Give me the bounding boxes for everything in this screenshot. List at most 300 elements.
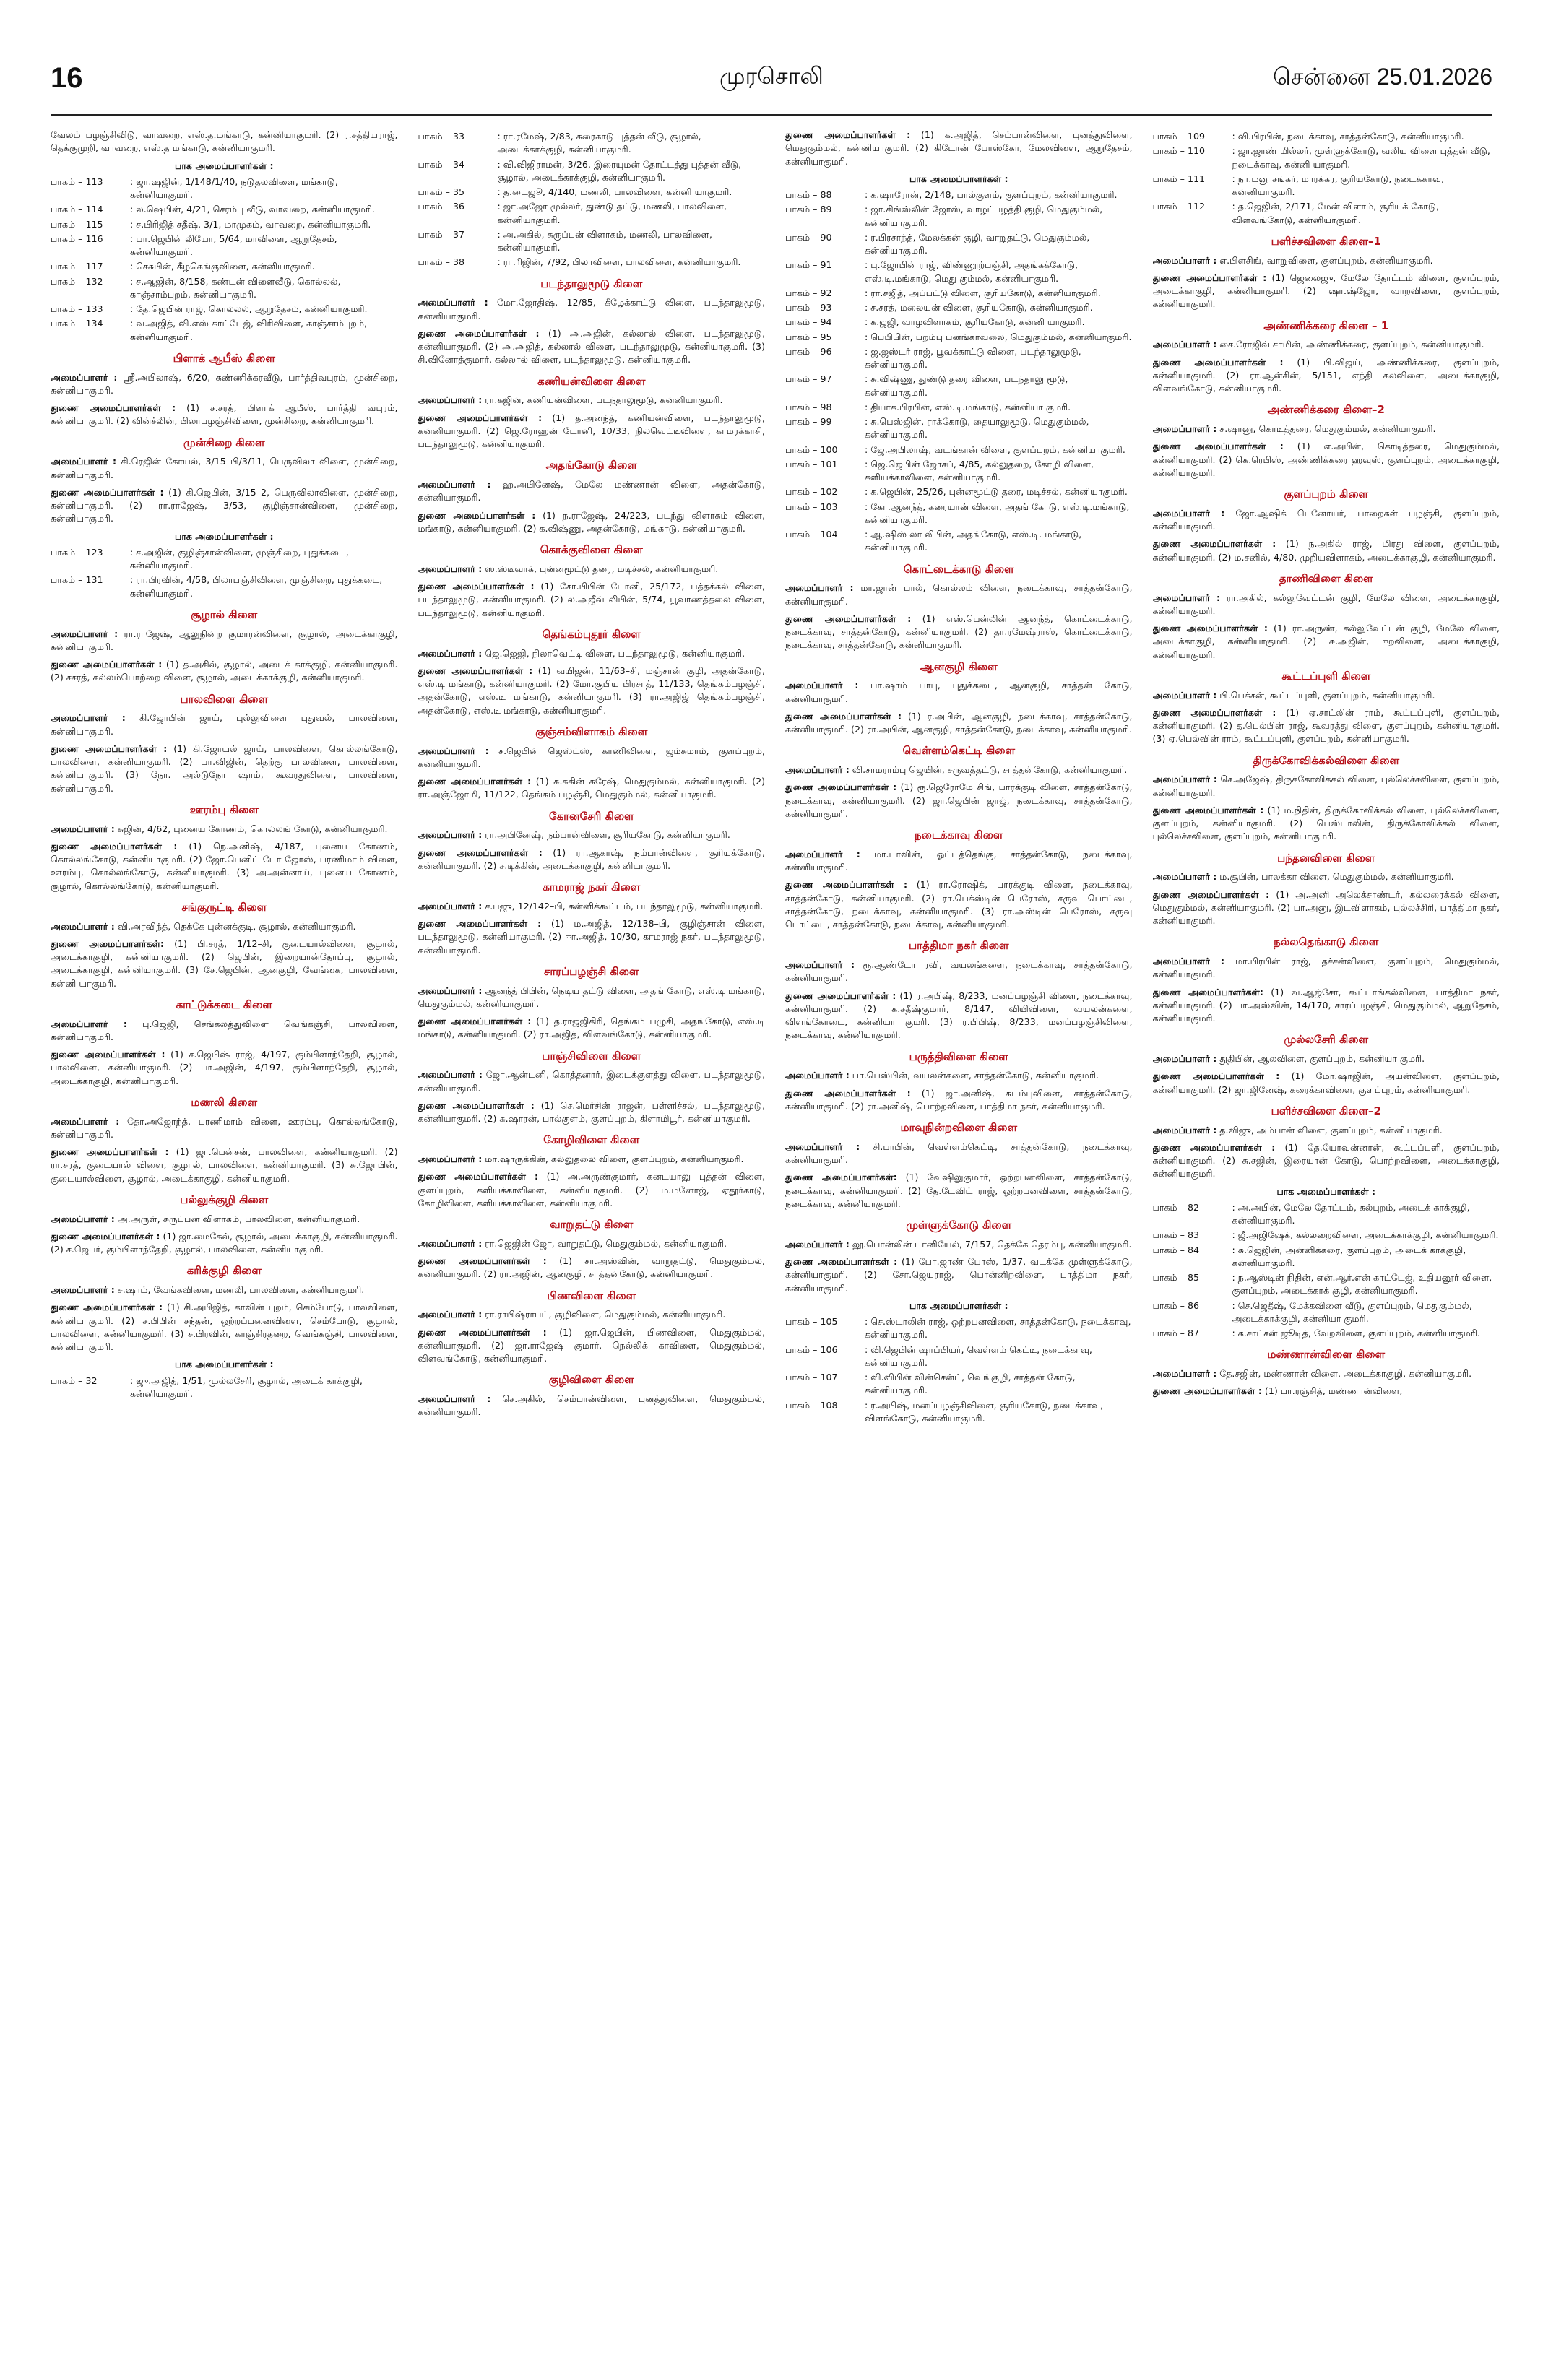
booth-row	[51, 303, 398, 316]
role-label: அமைப்பாளர் :	[418, 1154, 483, 1164]
article-columns	[51, 129, 1500, 2366]
entry-text: (1) ஜா.மைகேல், சூழால், அடைக்காகுழி, கன்னியாகுமரி. (2) ச.ஜெபர், கும்பிளாந்தேறி, சூழால், பாலவிளை, கன்னியாகுமரி.	[51, 1230, 398, 1255]
booth-number: பாகம் – 99	[785, 416, 832, 427]
booth-row	[51, 574, 398, 600]
booth-number: பாகம் – 91	[785, 259, 832, 271]
booth-number: பாகம் – 109	[1152, 131, 1205, 142]
entry-text: (1) வயிஜன், 11/63–சி, மஞ்சான் குழி, அதன்கோடு, எஸ்.டி மங்காடு, கன்னியாகுமரி. (2) மோ.சூபிய பிரசாத், 11/133, தெங்கம்பழஞ்சி, அதன்கோடு, எஸ்.டி மங்காடு, கன்னியாகுமரி. (3) ரா.அஜிஜ் தெங்கம்பழஞ்சி, அதன்கோடு, எஸ்.டி மங்காடு, கன்னியாகுமரி.	[418, 665, 765, 716]
role-label: துணை அமைப்பாளர்கள் :	[418, 1326, 547, 1338]
role-label: துணை அமைப்பாளர்கள்:	[785, 1172, 897, 1183]
office-bearer-entry	[1153, 773, 1500, 800]
role-label: துணை அமைப்பாளர்கள் :	[418, 1171, 539, 1182]
entry-text: செ.அஜேஷ், திருக்கோவிக்கல் விளை, புல்லெச்சவிளை, குளப்புறம், கன்னியாகுமரி.	[1152, 774, 1500, 798]
booth-number: பாகம் – 87	[1152, 1328, 1199, 1338]
booth-row	[418, 130, 766, 157]
office-bearer-entry	[51, 1115, 398, 1142]
office-bearer-entry	[51, 129, 398, 155]
booth-row	[785, 301, 1133, 314]
branch-heading: பிளாக் ஆபீஸ் கிளை	[173, 351, 275, 365]
role-label: அமைப்பாளர் :	[1152, 423, 1217, 434]
booth-row	[51, 176, 398, 202]
booth-organizer: : செ.ஜெதீஷ், மேக்கவிளை வீடு, குளப்புறம், மெதுகும்மல், அடைக்காக்குழி, கன்னியா குமரி.	[1232, 1299, 1472, 1324]
booth-organizer: : பு.ஜோபின் ராஜ், விண்ணூற்பஞ்சி, அதங்கக்கோடு, எஸ்.டி.மங்காடு, மெது கும்மல், கன்னியாகுமரி.	[865, 259, 1079, 284]
entry-text: (1) கி.ஜோயல் ஜாய், பாலவிளை, கொல்லங்கோடு, பாலவிளை, கன்னியாகுமரி. (2) பா.விஜின், தெற்கு பாலவிளை, பாலவிளை, கன்னியாகுமரி. (3) நோ. அல்டுநோ ஷாம், கூவரதுவிளை, பாலவிளை, கன்னியாகுமரி.	[51, 743, 398, 794]
office-bearer-entry	[1153, 1367, 1500, 1380]
branch-heading: ஊரம்பு கிளை	[189, 802, 259, 816]
booth-number: பாகம் – 88	[785, 189, 832, 200]
entry-text: ரா.ஜெஜின் ஜோ, வாறுதட்டு, மெதுகும்மல், கன்னியாகுமரி.	[485, 1237, 727, 1249]
entry-text: ரூ.ஆண்டோ ரவி, வயலங்களை, நடைக்காவு, சாத்தன்கோடு, கன்னியாகுமரி.	[785, 959, 1133, 984]
entry-text: (1) அ.அஜின், கல்லால் விளை, படந்தாலுமூடு, கன்னியாகுமரி. (2) அ.அஜித், கல்லால் விளை, படந்தாலுமூடு, கன்னியாகுமரி. (3) சி.வினோத்குமார், கல்லால் விளை, படந்தாலுமூடு, கன்னியாகுமரி.	[418, 327, 765, 365]
branch-heading: மண்ணான்விளை கிளை	[1267, 1348, 1386, 1362]
role-label: துணை அமைப்பாளர்கள் :	[1152, 888, 1270, 900]
booth-organizer: : ரா.ரமேஷ், 2/83, கரைகாடு புத்தன் வீடு, சூழால், அடைக்காக்குழி, கன்னியாகுமரி.	[497, 131, 701, 155]
booth-number: பாகம் – 100	[785, 443, 838, 455]
booth-row	[1153, 144, 1500, 171]
role-label: துணை அமைப்பாளர்கள் :	[51, 1302, 163, 1313]
office-bearer-entry	[51, 1213, 398, 1226]
booth-number: பாகம் – 85	[1152, 1272, 1199, 1283]
office-bearer-entry	[1153, 622, 1500, 662]
role-label: அமைப்பாளர் :	[785, 959, 855, 970]
booth-row	[785, 1343, 1133, 1370]
branch-section	[1153, 1104, 1500, 1341]
branch-section	[418, 627, 766, 717]
booth-organizer: : பா.ஜெபின் லியோ, 5/64, மாவிளை, ஆறுதேசம், கன்னியாகுமரி.	[130, 233, 337, 257]
office-bearer-entry	[51, 938, 398, 990]
booth-list	[418, 130, 766, 269]
entry-text: ஹ.அபினேஷ், மேலே மண்ணான் விளை, அதன்கோடு, கன்னியாகுமரி.	[418, 479, 765, 503]
booth-organizer: : ஜு.அஜித், 1/51, முல்லசேரி, சூழால், அடைக் காக்குழி, கன்னியாகுமரி.	[130, 1375, 363, 1399]
entry-text: (1) த.ராஜஜிகிரி, தெங்கம் பழுசி, அதங்கோடு, எஸ்.டி மங்காடு, கன்னியாகுமரி. (2) ரா.அஜித், விளவங்கோடு, கன்னியாகுமரி.	[418, 1016, 765, 1040]
booth-organizer: : ஜா.ஷஜின், 1/148/1/40, நடுதலவிளை, மங்காடு, கன்னியாகுமரி.	[130, 176, 338, 200]
entry-text: வேலம் பழஞ்சிவிடு, வாவறை, எஸ்.த.மங்காடு, கன்னியாகுமரி. (2) ர.சத்தியராஜ், தெக்குமுறி, வாவறை, எஸ்.த மங்காடு, கன்னியாகுமரி.	[51, 129, 398, 154]
office-bearer-entry	[785, 781, 1133, 821]
entry-text: (1) ஜா.பென்சன், பாலவிளை, கன்னியாகுமரி. (2) ரா.சரத், குடையால் விளை, சூழால், பாலவிளை, கன்னியாகுமரி. (3) சு.ஜோபின், குடையால்விளை, சூழால், அடைக்காகுழி, கன்னியாகுமரி.	[51, 1146, 398, 1184]
branch-heading: பிணவிளை கிளை	[547, 1289, 636, 1302]
entry-text: (1) ர.அபிஷ், 8/233, மனப்பழஞ்சி விளை, நடைக்காவு, கன்னியாகுமரி. (2) க.சதீஷ்குமார், 8/147, வியிவிளை, வயலன்களை, விளங்கோடை, கன்னியா குமரி. (3) ர.பிபிஷ், 8/233, மனப்பழஞ்சிவிளை, நடைக்காவு, கன்னியாகுமரி.	[785, 990, 1133, 1041]
entry-text: (1) ச.சரத், பிளாக் ஆபீஸ், பார்த்தி வபுரம், கன்னியாகுமரி. (2) வின்ச்லின், பிலாபழஞ்சிவிளை, முன்சிறை, கன்னியாகுமரி.	[51, 402, 398, 427]
role-label: அமைப்பாளர் :	[1152, 1124, 1217, 1135]
booth-row	[418, 158, 766, 185]
branch-heading: வெள்ளம்கெட்டி கிளை	[902, 744, 1016, 758]
role-label: அமைப்பாளர் :	[1152, 339, 1217, 350]
entry-text: (1) ரா.ஆகாஷ், நம்பான்விளை, சூரியக்கோடு, கன்னியாகுமரி. (2) ச.டிக்கின், அடைக்காகுழி, கன்னியாகுமரி.	[418, 847, 765, 871]
office-bearer-entry	[1153, 1385, 1500, 1398]
booth-number: பாகம் – 97	[785, 373, 832, 385]
role-label: துணை அமைப்பாளர்கள் :	[418, 412, 543, 423]
booth-row	[785, 501, 1133, 527]
office-bearer-entry	[418, 1308, 766, 1321]
branch-section	[785, 1050, 1133, 1114]
booth-organizer: : ஜே.அபிலாஷ், வடங்கான் விளை, குளப்புறம், கன்னியாகுமரி.	[865, 443, 1125, 455]
role-label: அமைப்பாளர் :	[418, 829, 483, 841]
branch-heading: காட்டுக்கடை கிளை	[176, 998, 272, 1011]
entry-text: (1) பி.விஜய், அண்ணிக்கரை, குளப்புறம், கன்னியாகுமரி. (2) ரா.ஆன்சின், 5/151, எந்தி கலவிளை, அடைக்காகுழி, விளவங்கோடு, கன்னியாகுமரி.	[1152, 356, 1500, 394]
branch-section	[418, 130, 766, 269]
role-label: துணை அமைப்பாளர்கள் :	[51, 840, 178, 852]
booth-row	[1153, 1327, 1500, 1340]
branch-section	[1153, 1347, 1500, 1398]
booth-number: பாகம் – 83	[1152, 1229, 1199, 1241]
branch-heading: அதங்கோடு கிளை	[545, 459, 637, 472]
entry-text: (1) சு.சுகின் சுரேஷ், மெதுகும்மல், கன்னியாகுமரி. (2) ரா.அஞ்ஜோமி, 11/122, தெங்கம் பழஞ்சி, மெதுகும்மல், கன்னியாகுமரி.	[418, 776, 765, 800]
booth-organizer: : ஜா.கிங்ஸ்லின் ஜோஸ், வாழப்பழத்தி குழி, மெதுகும்மல், கன்னியாகுமரி.	[865, 204, 1103, 228]
role-label: அமைப்பாளர் :	[785, 1141, 860, 1152]
booth-row	[51, 1375, 398, 1401]
booth-number: பாகம் – 107	[785, 1372, 838, 1382]
booth-row	[1153, 130, 1500, 143]
booth-row	[785, 287, 1133, 300]
office-bearer-entry	[51, 628, 398, 654]
booth-organizer: : ச.சரத், மலையன் விளை, சூரியகோடு, கன்னியாகுமரி.	[865, 302, 1093, 313]
booth-row	[785, 528, 1133, 555]
role-label: அமைப்பாளர் :	[418, 647, 483, 659]
role-label: துணை அமைப்பாளர்கள் :	[1152, 538, 1276, 550]
office-bearer-entry	[418, 1170, 766, 1210]
entry-text: பி.பெக்சன், கூட்டப்புளி, குளப்புறம், கன்னியாகுமரி.	[1219, 689, 1435, 701]
booth-organizer: : ல.ஷெபின், 4/21, செரம்பு வீடு, வாவறை, கன்னியாகுமரி.	[130, 204, 375, 215]
booth-number: பாகம் – 132	[51, 275, 103, 287]
role-label: அமைப்பாளர் :	[51, 920, 115, 932]
role-label: துணை அமைப்பாளர்கள் :	[418, 509, 536, 521]
office-bearer-entry	[51, 743, 398, 795]
booth-subheading: பாக அமைப்பாளர்கள் :	[909, 1299, 1008, 1311]
entry-text: கி.ஜோபின் ஜாய், புல்லுவிளை புதுவல், பாலவிளை, கன்னியாகுமரி.	[51, 712, 398, 737]
entry-text: ச.ஜெபின் ஜெஸ்ட்ஸ், காணிவிளை, ஜம்சுமாம், குளப்புறம், கன்னியாகுமரி.	[418, 745, 765, 769]
booth-row	[418, 186, 766, 199]
office-bearer-entry	[1153, 440, 1500, 480]
entry-text: ஜோ.ஆஷிக் பெனோயர், பாறைகள் பழஞ்சி, குளப்புறம், கன்னியாகுமரி.	[1152, 507, 1500, 532]
entry-text: ச.ஷாம், வேங்கவிளை, மணலி, பாலவிளை, கன்னியாகுமரி.	[117, 1284, 365, 1295]
role-label: துணை அமைப்பாளர்கள் :	[1152, 706, 1276, 718]
entry-text: ரா.அகில், கல்லுவேட்டன் குழி, மேலே விளை, அடைக்காகுழி, கன்னியாகுமரி.	[1152, 592, 1500, 616]
role-label: துணை அமைப்பாளர்கள் :	[418, 918, 542, 929]
role-label: அமைப்பாளர் :	[418, 563, 483, 574]
entry-text: பு.ஜெஜி, செங்கலத்துவிளை வெங்கஞ்சி, பாலவிளை, கன்னியாகுமரி.	[51, 1018, 398, 1042]
booth-row	[418, 256, 766, 269]
booth-organizer: : சு.விஷ்ணு, துண்டு தரை விளை, படந்தாலு மூடு, கன்னியாகுமரி.	[865, 373, 1068, 398]
booth-organizer: : த.டைஜூ, 4/140, மணலி, பாலவிளை, கன்னி யாகுமரி.	[497, 186, 732, 197]
office-bearer-entry	[418, 327, 766, 367]
office-bearer-entry	[1153, 689, 1500, 702]
role-label: அமைப்பாளர் :	[51, 1284, 115, 1295]
office-bearer-entry	[51, 823, 398, 836]
office-bearer-entry	[1153, 1124, 1500, 1137]
booth-list	[51, 546, 398, 600]
office-bearer-entry	[785, 990, 1133, 1042]
role-label: அமைப்பாளர் :	[418, 394, 483, 406]
entry-text: (1) ரூ.ஜெரோமே சிங், பாரக்குடி விளை, சாத்தன்கோடு, நடைக்காவு, கன்னியாகுமரி. (2) ஜா.ஜெபின் ஜாஜ், நடைக்காவு, சாத்தன்கோடு, கன்னியாகுமரி.	[785, 782, 1133, 819]
entry-text: பா.ஷாம் பாபு, புதுக்கடை, ஆனகுழி, சாத்தன் கோடு, கன்னியாகுமரி.	[785, 680, 1133, 704]
branch-heading: கூட்டப்புளி கிளை	[1281, 669, 1371, 683]
entry-text: (1) க.அஜித், செம்பான்விளை, புனத்துவிளை, மெதுகும்மல், கன்னியாகுமரி. (2) கிடோன் போஸ்கோ, மேலவிளை, ஆறுதேசம், கன்னியாகுமரி.	[785, 129, 1133, 167]
role-label: அமைப்பாளர் :	[785, 764, 850, 775]
booth-number: பாகம் – 134	[51, 318, 103, 329]
entry-text: ச.பஜு, 12/142–பி, கன்னிக்கூட்டம், படந்தாலுமூடு, கன்னியாகுமரி.	[485, 900, 764, 912]
entry-text: (1) மோ.ஷாஜின், அயன்விளை, குளப்புறம், கன்னியாகுமரி. (2) ஜா.ஜினேஷ், கரைக்காவிளை, குளப்புறம், கன்னியாகுமரி.	[1152, 1070, 1500, 1095]
office-bearer-entry	[1153, 804, 1500, 844]
role-label: துணை அமைப்பாளர்கள் :	[418, 665, 533, 676]
branch-heading: பாஞ்சிவிளை கிளை	[542, 1049, 641, 1063]
role-label: அமைப்பாளர் :	[418, 479, 491, 490]
branch-heading: முல்லசேரி கிளை	[1284, 1033, 1369, 1047]
branch-heading: படந்தாலுமூடு கிளை	[540, 277, 643, 290]
booth-organizer: : க.சாட்சன் ஜூடித், வேறவிளை, குளப்புறம், கன்னியாகுமரி.	[1232, 1328, 1480, 1338]
office-bearer-entry	[1153, 706, 1500, 746]
branch-heading: மணலி கிளை	[191, 1095, 258, 1109]
office-bearer-entry	[785, 848, 1133, 875]
branch-heading: நல்லதெங்காடு கிளை	[1274, 935, 1379, 949]
role-label: துணை அமைப்பாளர்கள் :	[51, 659, 163, 670]
role-label: துணை அமைப்பாளர்கள் :	[785, 782, 897, 793]
booth-number: பாகம் – 108	[785, 1399, 838, 1411]
office-bearer-entry	[418, 647, 766, 660]
booth-organizer: : வி.விபின் வின்சென்ட், வெங்குழி, சாத்தன் கோடு, கன்னியாகுமரி.	[865, 1372, 1076, 1396]
office-bearer-entry	[51, 1284, 398, 1297]
office-bearer-entry	[418, 1099, 766, 1126]
booth-organizer: : அ.அபின், மேலே தோட்டம், கல்புறம், அடைக் காக்குழி, கன்னியாகுமரி.	[1232, 1201, 1470, 1226]
booth-organizer: : ரா.சஜித், அப்பட்டு விளை, சூரியகோடு, கன்னியாகுமரி.	[865, 287, 1101, 298]
entry-text: ச.ஷானு, கொடித்தரை, மெதுகும்மல், கன்னியாகுமரி.	[1219, 423, 1436, 434]
branch-section	[1153, 234, 1500, 311]
booth-row	[785, 415, 1133, 442]
branch-heading: சூழால் கிளை	[191, 607, 258, 621]
branch-section	[418, 458, 766, 535]
office-bearer-entry	[785, 613, 1133, 652]
role-label: துணை அமைப்பாளர்கள் :	[418, 1016, 532, 1026]
entry-text: லூ.பொன்லின் டானியேல், 7/157, தெக்கே தெரம்பு, கன்னியாகுமரி.	[852, 1238, 1132, 1250]
office-bearer-entry	[785, 1141, 1133, 1167]
branch-heading: அண்ணிக்கரை கிளை – 1	[1263, 319, 1389, 332]
office-bearer-entry	[51, 402, 398, 428]
booth-number: பாகம் – 86	[1152, 1299, 1199, 1311]
office-bearer-entry	[51, 1301, 398, 1354]
entry-text: (1) பி.சரத், 1/12–சி, குடையால்விளை, சூழால், அடைக்காகுழி, கன்னியாகுமரி. (2) ஜெபின், இறையான்தோப்பு, சூழால், அடைக்காகுழி, கன்னியாகுமரி. (3) சே.ஜெபின், ஆனகுழி, வேங்கை, பாலவிளை, கன்னி யாகுமரி.	[51, 938, 398, 989]
entry-text: (1) ஜெலைஜு, மேலே தோட்டம் விளை, குளப்புறம், அடைக்காகுழி, கன்னியாகுமரி. (2) ஷா.ஷ்ஜோ, வாறவிளை, குளப்புறம், கன்னியாகுமரி.	[1152, 272, 1500, 310]
booth-organizer: : ஜ.ஜஸ்டர் ராஜ், பூவக்காட்டு விளை, படந்தாலுமூடு, கன்னியாகுமரி.	[865, 345, 1081, 370]
branch-heading: குஞ்சம்விளாகம் கிளை	[535, 724, 648, 738]
role-label: துணை அமைப்பாளர்கள் :	[51, 1146, 169, 1157]
branch-section	[418, 880, 766, 957]
role-label: அமைப்பாளர் :	[51, 628, 118, 639]
page-number: 16	[51, 62, 83, 94]
branch-section	[51, 351, 398, 428]
office-bearer-entry	[418, 394, 766, 407]
office-bearer-entry	[418, 985, 766, 1011]
entry-text: (1) செ.மெர்சின் ராஜன், பள்ளிச்சல், படந்தாலுமூடு, கன்னியாகுமரி. (2) சு.ஷாரன், பால்குளம், குளப்புறம், கிளாமிபூர், கன்னியாகுமரி.	[418, 1099, 765, 1124]
office-bearer-entry	[51, 658, 398, 685]
entry-text: (1) ந.ராஜேஷ், 24/223, படந்து விளாகம் விளை, மங்காடு, கன்னியாகுமரி. (2) க.விஷ்ணு, அதன்கோடு, மங்காடு, கன்னியாகுமரி.	[418, 509, 765, 534]
booth-number: பாகம் – 103	[785, 501, 838, 512]
office-bearer-entry	[1153, 423, 1500, 436]
booth-organizer: : சு.பெஸ்ஜின், ராக்கோடு, தையாலுமூடு, மெதுகும்மல், கன்னியாகுமரி.	[865, 416, 1089, 441]
entry-text: (1) நெ.அனிஷ், 4/187, புனைய கோணம், கொல்லங்கோடு, கன்னியாகுமரி. (2) ஜோ.பெனிட் டோ ஜோஸ், பரணிமாம் விளை, ஊரம்பு, கொல்லங்கோடு, கன்னியாகுமரி. (3) அ.அன்னாய், புனைய கோணம், சூழால், கொல்லங்கோடு, கன்னியாகுமரி.	[51, 840, 398, 891]
entry-text: ரா.அபினேஷ், நம்பான்விளை, சூரியகோடு, கன்னியாகுமரி.	[485, 829, 730, 841]
booth-organizer: : ஜா.ஜாண் மில்லர், முள்ளுக்கோடு, வலிய விளை புத்தன் வீடு, நடைக்காவு, கன்னி யாகுமரி.	[1232, 145, 1490, 170]
booth-organizer: : கோ.ஆனந்த், கரையான் விளை, அதங் கோடு, எஸ்.டி.மங்காடு, கன்னியாகுமரி.	[865, 501, 1130, 525]
branch-section	[418, 374, 766, 451]
booth-organizer: : ஜீ.அஜிஷேக், கல்லறைவிளை, அடைக்காக்குழி, கன்னியாகுமரி.	[1232, 1229, 1499, 1241]
role-label: அமைப்பாளர் :	[785, 1238, 850, 1250]
branch-heading: சாரப்பழஞ்சி கிளை	[544, 964, 639, 978]
booth-organizer: : த.ஜெஜின், 2/171, மேன் விளாம், சூரியக் கோடு, விளவங்கோடு, கன்னியாகுமரி.	[1232, 201, 1440, 225]
branch-section	[51, 998, 398, 1088]
role-label: அமைப்பாளர் :	[51, 1213, 115, 1224]
role-label: அமைப்பாளர் :	[51, 712, 126, 724]
office-bearer-entry	[418, 828, 766, 841]
booth-row	[51, 546, 398, 573]
entry-text: த.விஜு, அம்பான் விளை, குளப்புறம், கன்னியாகுமரி.	[1219, 1124, 1443, 1135]
role-label: துணை அமைப்பாளர்கள் :	[51, 486, 164, 498]
role-label: துணை அமைப்பாளர்கள் :	[51, 743, 168, 754]
office-bearer-entry	[51, 711, 398, 738]
office-bearer-entry	[418, 847, 766, 873]
booth-subheading: பாக அமைப்பாளர்கள் :	[1276, 1185, 1376, 1197]
booth-list	[1153, 130, 1500, 227]
branch-section	[51, 129, 398, 344]
booth-number: பாகம் – 95	[785, 331, 832, 342]
branch-section	[1153, 130, 1500, 227]
entry-text: மோ.ஜோதிஷ், 12/85, கீழேக்காட்டு விளை, படந்தாலுமூடு, கன்னியாகுமரி.	[418, 297, 765, 321]
entry-text: (1) எ.அபின், கொடித்தரை, மெதுகும்மல், கன்னியாகுமரி. (2) கெ.ரெபிஸ், அண்ணிக்கரை ஹவுஸ், குளப்புறம், அடைக்காகுழி, கன்னியாகுமரி.	[1152, 441, 1500, 478]
booth-number: பாகம் – 112	[1152, 201, 1205, 212]
booth-row	[785, 345, 1133, 372]
office-bearer-entry	[1153, 592, 1500, 618]
role-label: துணை அமைப்பாளர்கள் :	[418, 847, 543, 858]
booth-number: பாகம் – 92	[785, 287, 832, 298]
booth-number: பாகம் – 37	[418, 228, 464, 240]
booth-organizer: : ஜா.அஜோ முல்லர், துண்டு தட்டு, மணலி, பாலவிளை, கன்னியாகுமரி.	[497, 201, 727, 225]
branch-heading: கொட்டைக்காடு கிளை	[903, 562, 1014, 576]
booth-number: பாகம் – 34	[418, 158, 464, 170]
booth-row	[785, 443, 1133, 456]
entry-text: மா.ஷாருக்கின், கல்லுதலை விளை, குளப்புறம், கன்னியாகுமரி.	[485, 1154, 744, 1164]
entry-text: (1) வ.ஆஜ்சோ, கூட்டாங்கல்விளை, பாத்திமா நகர், கன்னியாகுமரி. (2) பா.அஸ்வின், 14/170, சாரப்பழஞ்சி, மெதுகும்மல், ஆறுதேசம், கன்னியாகுமரி.	[1152, 986, 1500, 1024]
office-bearer-entry	[418, 1255, 766, 1281]
branch-heading: கோனசேரி கிளை	[548, 809, 634, 823]
role-label: அமைப்பாளர் :	[785, 582, 854, 594]
entry-text: மா.ஜான் பால், கொல்லம் விளை, நடைக்காவு, சாத்தன்கோடு, கன்னியாகுமரி.	[785, 582, 1133, 607]
branch-heading: அண்ணிக்கரை கிளை–2	[1267, 403, 1385, 417]
role-label: துணை அமைப்பாளர்கள் :	[1152, 1141, 1276, 1153]
entry-text: (1) ஜா.அனிஷ், சுடம்புவிளை, சாத்தன்கோடு, கன்னியாகுமரி. (2) ரா.அனிஷ், பொற்றவிளை, பாத்திமா நகர், கன்னியாகுமரி.	[785, 1087, 1133, 1112]
role-label: துணை அமைப்பாளர்கள் :	[418, 1099, 535, 1111]
column-3	[785, 129, 1133, 2366]
entry-text: (1) ச.ஜெபிஷ் ராஜ், 4/197, கும்பிளாந்தேறி, சூழால், பாலவிளை, கன்னியாகுமரி. (2) பா.அஜின், 4/197, கும்பிளாந்தேறி, சூழால், அடைக்காகுழி, கன்னியாகுமரி.	[51, 1049, 398, 1086]
office-bearer-entry	[785, 878, 1133, 931]
branch-section	[51, 1193, 398, 1257]
booth-list	[51, 1375, 398, 1401]
role-label: அமைப்பாளர் :	[51, 1018, 127, 1029]
masthead	[51, 62, 1492, 105]
office-bearer-entry	[1153, 356, 1500, 396]
branch-heading: கணியன்விளை கிளை	[537, 374, 646, 388]
role-label: துணை அமைப்பாளர்கள் :	[1152, 356, 1284, 368]
entry-text: தோ.அஜோந்த், பரணிமாம் விளை, ஊரம்பு, கொல்லங்கோடு, கன்னியாகுமரி.	[51, 1115, 398, 1140]
entry-text: (1) வேஷிலுகுமார், ஒற்றபனவிளை, சாத்தன்கோடு, நடைக்காவு, கன்னியாகுமரி. (2) தே.டேவிட் ராஜ், ஒற்றபனவிளை, சாத்தன்கோடு, நடைக்காவு, கன்னியாகுமரி.	[785, 1172, 1133, 1209]
branch-heading: பல்லுக்குழி கிளை	[180, 1193, 269, 1206]
branch-heading: தெங்கம்புதூர் கிளை	[542, 627, 641, 641]
branch-section	[785, 659, 1133, 737]
entry-text: (1) எஸ்.பென்லின் ஆனந்த், கொட்டைக்காடு, நடைக்காவு, சாத்தன்கோடு, கன்னியாகுமரி. (2) தா.ரமேஷ்ராஸ், கொட்டைக்காடு, நடைக்காவு, சாத்தன்கோடு, கன்னியாகுமரி.	[785, 613, 1133, 651]
office-bearer-entry	[785, 581, 1133, 608]
role-label: துணை அமைப்பாளர்கள் :	[418, 776, 532, 787]
office-bearer-entry	[785, 1238, 1133, 1251]
booth-number: பாகம் – 32	[51, 1375, 98, 1386]
booth-number: பாகம் – 123	[51, 546, 103, 558]
booth-row	[1153, 1201, 1500, 1228]
booth-organizer: : க.ஷாரோன், 2/148, பால்குளம், குளப்புறம், கன்னியாகுமரி.	[865, 189, 1118, 200]
booth-number: பாகம் – 133	[51, 303, 103, 314]
booth-row	[51, 203, 398, 216]
entry-text: (1) சோ.பிபின் டோனி, 25/172, பத்தக்கல் விளை, படந்தாலுமூடு, கன்னியாகுமரி. (2) ல.அஜீவ் லிபின், 5/74, பூவாணத்தலை விளை, படந்தாலுமூடு, கன்னியாகுமரி.	[418, 581, 765, 618]
role-label: துணை அமைப்பாளர்கள் :	[51, 1230, 160, 1242]
entry-text: எ.பிளசிங், வாறுவிளை, குளப்புறம், கன்னியாகுமரி.	[1219, 254, 1433, 266]
entry-text: (1) போ.ஜாண் போஸ், 1/37, வடக்கே முள்ளுக்கோடு, கன்னியாகுமரி. (2) சோ.ஜெயராஜ், பொன்னிறவிளை, பாத்திமா நகர், கன்னியாகுமரி.	[785, 1256, 1133, 1294]
office-bearer-entry	[51, 840, 398, 893]
entry-text: ஜெ.ஜெஜி, நிலாவெட்டி விளை, படந்தாலுமூடு, கன்னியாகுமரி.	[485, 647, 745, 659]
entry-text: ஸ்ரீ.அபிலாஷ், 6/20, கண்ணிக்கரவீடு, பார்த்திவபுரம், முன்சிறை, கன்னியாகுமரி.	[51, 371, 398, 396]
branch-section	[51, 692, 398, 795]
entry-text: சி.பாபின், வெள்ளம்கெட்டி, சாத்தன்கோடு, நடைக்காவு, கன்னியாகுமரி.	[785, 1141, 1133, 1165]
entry-text: பா.பெஸ்பின், வயலன்களை, சாத்தன்கோடு, கன்னியாகுமரி.	[852, 1070, 1099, 1081]
booth-number: பாகம் – 117	[51, 261, 103, 272]
branch-section	[418, 542, 766, 620]
branch-section	[785, 562, 1133, 652]
entry-text: வி.அரவிந்த், தெக்கே புன்னக்குடி, சூழால், கன்னியாகுமரி.	[117, 920, 356, 932]
branch-heading: சங்குருட்டி கிளை	[181, 900, 267, 914]
office-bearer-entry	[51, 1048, 398, 1088]
entry-text: (1) ந.அகில் ராஜ், மிரது விளை, குளப்புறம், கன்னியாகுமரி. (2) ம.சனில், 4/80, முறியவிளாகம், அடைக்காகுழி, கன்னியாகுமரி.	[1152, 538, 1500, 563]
branch-heading: நடைக்காவு கிளை	[915, 828, 1003, 841]
role-label: துணை அமைப்பாளர்கள் :	[418, 327, 540, 339]
office-bearer-entry	[418, 1068, 766, 1095]
booth-organizer: : நா.மனு சங்கர், மாரக்கர, சூரியகோடு, நடைக்காவு, கன்னியாகுமரி.	[1232, 173, 1445, 197]
booth-subheading: பாக அமைப்பாளர்கள் :	[174, 160, 274, 171]
role-label: அமைப்பாளர் :	[1152, 1368, 1217, 1379]
booth-number: பாகம் – 111	[1152, 173, 1205, 184]
entry-text: ம.சூபின், பாலக்கா விளை, மெதுகும்மல், கன்னியாகுமரி.	[1219, 871, 1454, 883]
role-label: அமைப்பாளர் :	[1152, 956, 1225, 966]
booth-row	[1153, 1229, 1500, 1242]
branch-heading: முன்சிறை கிளை	[183, 436, 265, 449]
role-label: துணை அமைப்பாளர்கள் :	[785, 613, 912, 624]
office-bearer-entry	[785, 679, 1133, 706]
column-1	[51, 129, 398, 2366]
branch-section	[785, 938, 1133, 1042]
office-bearer-entry	[785, 1255, 1133, 1295]
branch-section	[1153, 487, 1500, 564]
office-bearer-entry	[418, 509, 766, 536]
booth-organizer: : வ.அஜித், வி.எஸ் காட்டேஜ், விரிவிளை, காஞ்சாம்புறம், கன்னியாகுமரி.	[130, 318, 368, 342]
booth-row	[51, 233, 398, 259]
office-bearer-entry	[785, 1171, 1133, 1211]
branch-section	[785, 1218, 1133, 1425]
booth-organizer: : செ.ஸ்டாலின் ராஜ், ஒற்றபனவிளை, சாத்தன்கோடு, நடைக்காவு, கன்னியாகுமரி.	[865, 1316, 1131, 1341]
booth-number: பாகம் – 33	[418, 131, 464, 142]
booth-subheading: பாக அமைப்பாளர்கள் :	[174, 1359, 274, 1370]
entry-text: ஸ.ஸ்டீவாக், புன்னமூட்டு தரை, மடிச்சல், கன்னியாகுமரி.	[485, 563, 719, 574]
booth-organizer: : க.ஜஜி, வாழவிளாகம், சூரியகோடு, கன்னி யாகுமரி.	[865, 316, 1085, 328]
office-bearer-entry	[418, 1153, 766, 1166]
entry-text: வி.சாமராம்பு ஜெயின், சருவத்தட்டு, சாத்தன்கோடு, கன்னியாகுமரி.	[852, 764, 1128, 775]
booth-number: பாகம் – 89	[785, 204, 832, 215]
entry-text: (1) சா.அஸ்வின், வாறுதட்டு, மெதுகும்மல், கன்னியாகுமரி. (2) ரா.அஜின், ஆனகுழி, சாத்தன்கோடு, கன்னியாகுமரி.	[418, 1255, 765, 1280]
office-bearer-entry	[51, 486, 398, 526]
role-label: அமைப்பாளர் :	[418, 745, 489, 756]
booth-row	[785, 331, 1133, 344]
